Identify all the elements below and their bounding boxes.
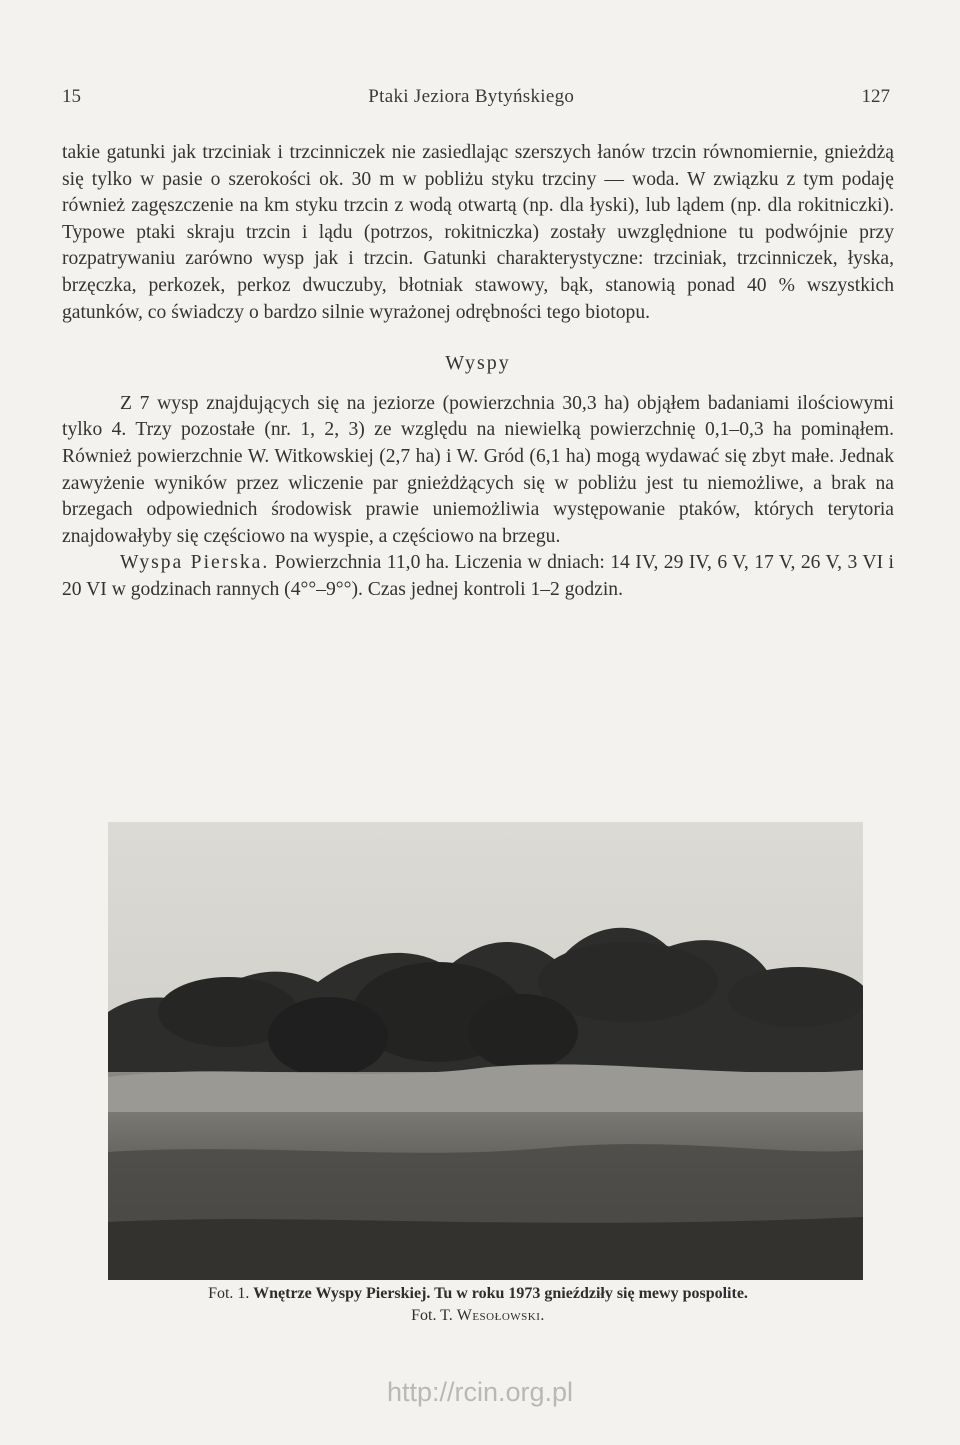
page-header [62, 86, 890, 108]
caption-line-2 [62, 1305, 894, 1327]
caption-label: Fot. 1. [208, 1285, 250, 1302]
paragraph-3 [62, 550, 894, 603]
caption-credit-name: Wesołowski. [456, 1307, 545, 1324]
paragraph-3-text: Powierzchnia 11,0 ha. Liczenia w dniach: 14 IV, 29 IV, 6 V, 17 V, 26 V, 3 VI i 20 VI w godzinach rannych (4°°–9°°). Czas jednej kontroli 1–2 godzin. [62, 552, 894, 600]
running-title: Ptaki Jeziora Bytyńskiego [368, 86, 575, 107]
photo-drawing [108, 822, 863, 1280]
section-heading: Wyspy [445, 352, 511, 375]
header-left-number: 15 [62, 86, 81, 107]
paragraph-2: Z 7 wysp znajdujących się na jeziorze (powierzchnia 30,3 ha) objąłem badaniami ilościowymi tylko 4. Trzy pozostałe (nr. 1, 2, 3) ze względu na niewielką powierzchnię 0,1–0,3 ha pominąłem. Również powierzchnie W. Witkowskiej (2,7 ha) i W. Gród (6,1 ha) mogą wydawać się zbyt małe. Jednak zawyżenie wyników przez wliczenie par gnieżdżących się w pobliżu jest tu niemożliwe, a brak na brzegach odpowiednich środowisk prawie uniemożliwia występowanie ptaków, których terytoria znajdowałyby się częściowo na wyspie, a częściowo na brzegu. [62, 392, 894, 547]
body-text [62, 140, 894, 604]
caption-line-1 [62, 1283, 894, 1305]
landscape-photo-icon [108, 822, 863, 1280]
figure-caption [62, 1283, 894, 1327]
caption-credit-prefix: Fot. T. [411, 1307, 457, 1324]
island-label: Wyspa Pierska. [120, 552, 270, 574]
footer-url: http://rcin.org.pl [386, 1377, 574, 1407]
paragraph-1: takie gatunki jak trzciniak i trzcinniczek nie zasiedlając szerszych łanów trzcin równomiernie, gnieżdżą się tylko w pasie o szerokości ok. 30 m w pobliżu styku trzciny — woda. W związku z tym podaję również zagęszczenie na km styku trzcin z wodą otwartą (np. dla łyski), lub lądem (np. dla rokitniczki). Typowe ptaki skraju trzcin i lądu (potrzos, rokitniczka) zostały uwzględnione tu podwójnie przy rozpatrywaniu zarówno wysp jak i trzcin. Gatunki charakterystyczne: trzciniak, trzcinniczek, łyska, brzęczka, perkozek, perkoz dwuczuby, błotniak stawowy, bąk, stanowią ponad 40 % wszystkich gatunków, co świadczy o bardzo silnie wyrażonej odrębności tego biotopu. [62, 142, 894, 323]
caption-text: Wnętrze Wyspy Pierskiej. Tu w roku 1973 gnieździły się mewy pospolite. [249, 1285, 748, 1302]
page-number: 127 [861, 86, 890, 107]
